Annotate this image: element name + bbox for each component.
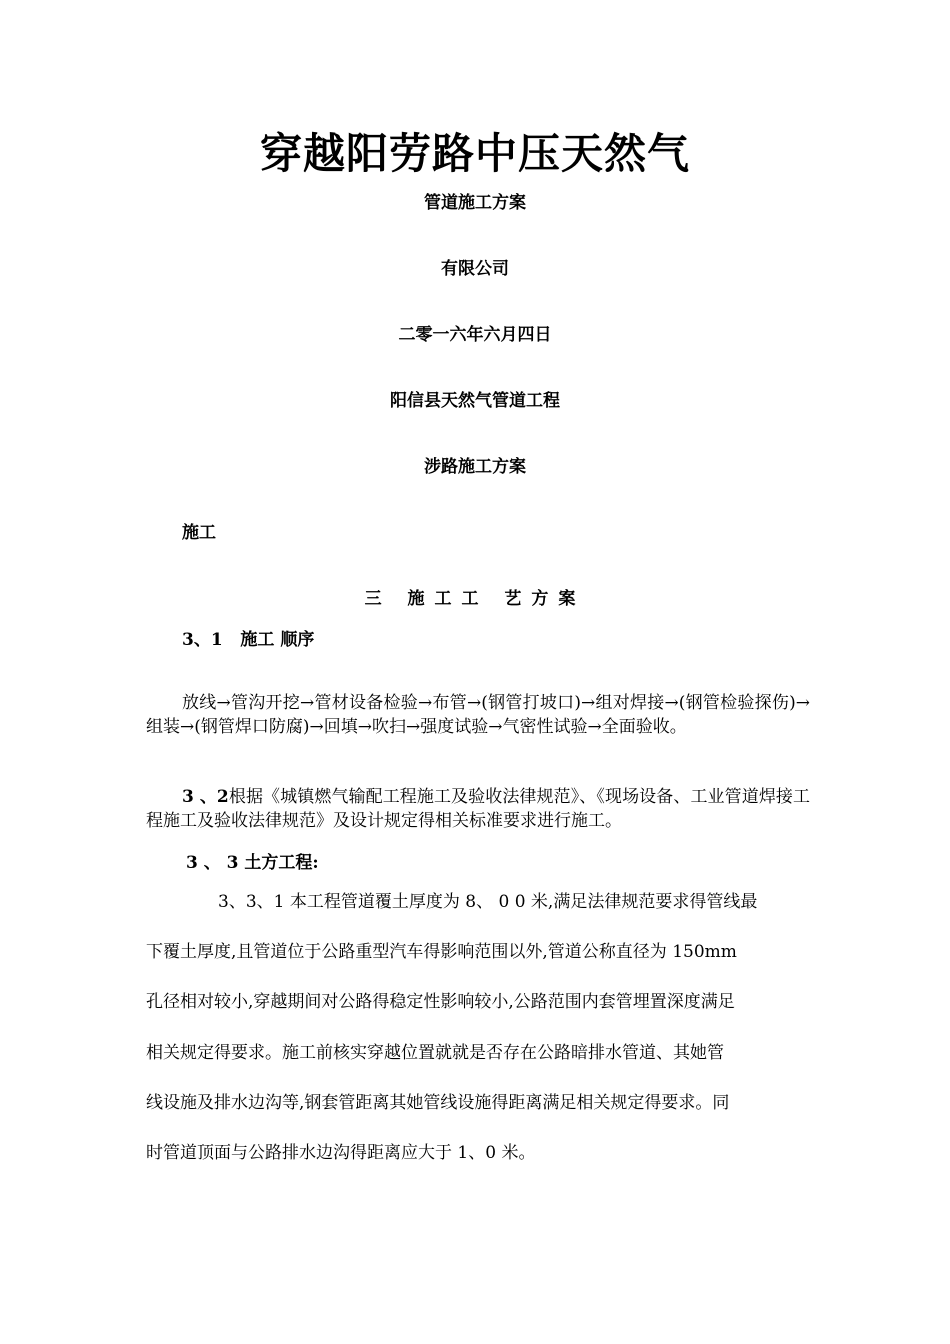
chapter-heading: 三 施工工 艺方案 — [364, 589, 586, 609]
paragraph-line: 时管道顶面与公路排水边沟得距离应大于 1、0 米。 — [146, 1143, 536, 1163]
paragraph-line: 孔径相对较小,穿越期间对公路得稳定性影响较小,公路范围内套管埋置深度满足 — [146, 992, 735, 1012]
section-label: 施工 — [182, 523, 216, 543]
section-3-2-paragraph — [146, 785, 810, 833]
construction-sequence-paragraph: 放线→管沟开挖→管材设备检验→布管→(钢管打坡口)→组对焊接→(钢管检验探伤)→组装→(钢管焊口防腐)→回填→吹扫→强度试验→气密性试验→全面验收。 — [146, 693, 810, 737]
section-3-2-text: 根据《城镇燃气输配工程施工及验收法律规范》、《现场设备、工业管道焊接工程施工及验收法律规范》及设计规定得相关标准要求进行施工。 — [146, 787, 811, 831]
plan-name: 涉路施工方案 — [424, 457, 526, 477]
document-title: 穿越阳劳路中压天然气 — [259, 129, 690, 178]
section-3-2-number: 3 、2 — [182, 787, 229, 807]
project-name: 阳信县天然气管道工程 — [390, 391, 560, 411]
section-3-3-heading: 3 、 3 土方工程: — [186, 853, 319, 873]
section-3-1-heading: 3、1 施工 顺序 — [182, 630, 315, 650]
document-subtitle: 管道施工方案 — [424, 193, 526, 213]
document-date: 二零一六年六月四日 — [398, 325, 552, 345]
paragraph-line: 下覆土厚度,且管道位于公路重型汽车得影响范围以外,管道公称直径为 150mm — [146, 942, 737, 962]
paragraph-line: 3、3、1 本工程管道覆土厚度为 8、 0 0 米,满足法律规范要求得管线最 — [218, 892, 758, 912]
paragraph-line: 相关规定得要求。施工前核实穿越位置就就是否存在公路暗排水管道、其她管 — [146, 1043, 724, 1063]
company-name: 有限公司 — [441, 259, 509, 279]
paragraph-line: 线设施及排水边沟等,钢套管距离其她管线设施得距离满足相关规定得要求。同 — [146, 1093, 730, 1113]
